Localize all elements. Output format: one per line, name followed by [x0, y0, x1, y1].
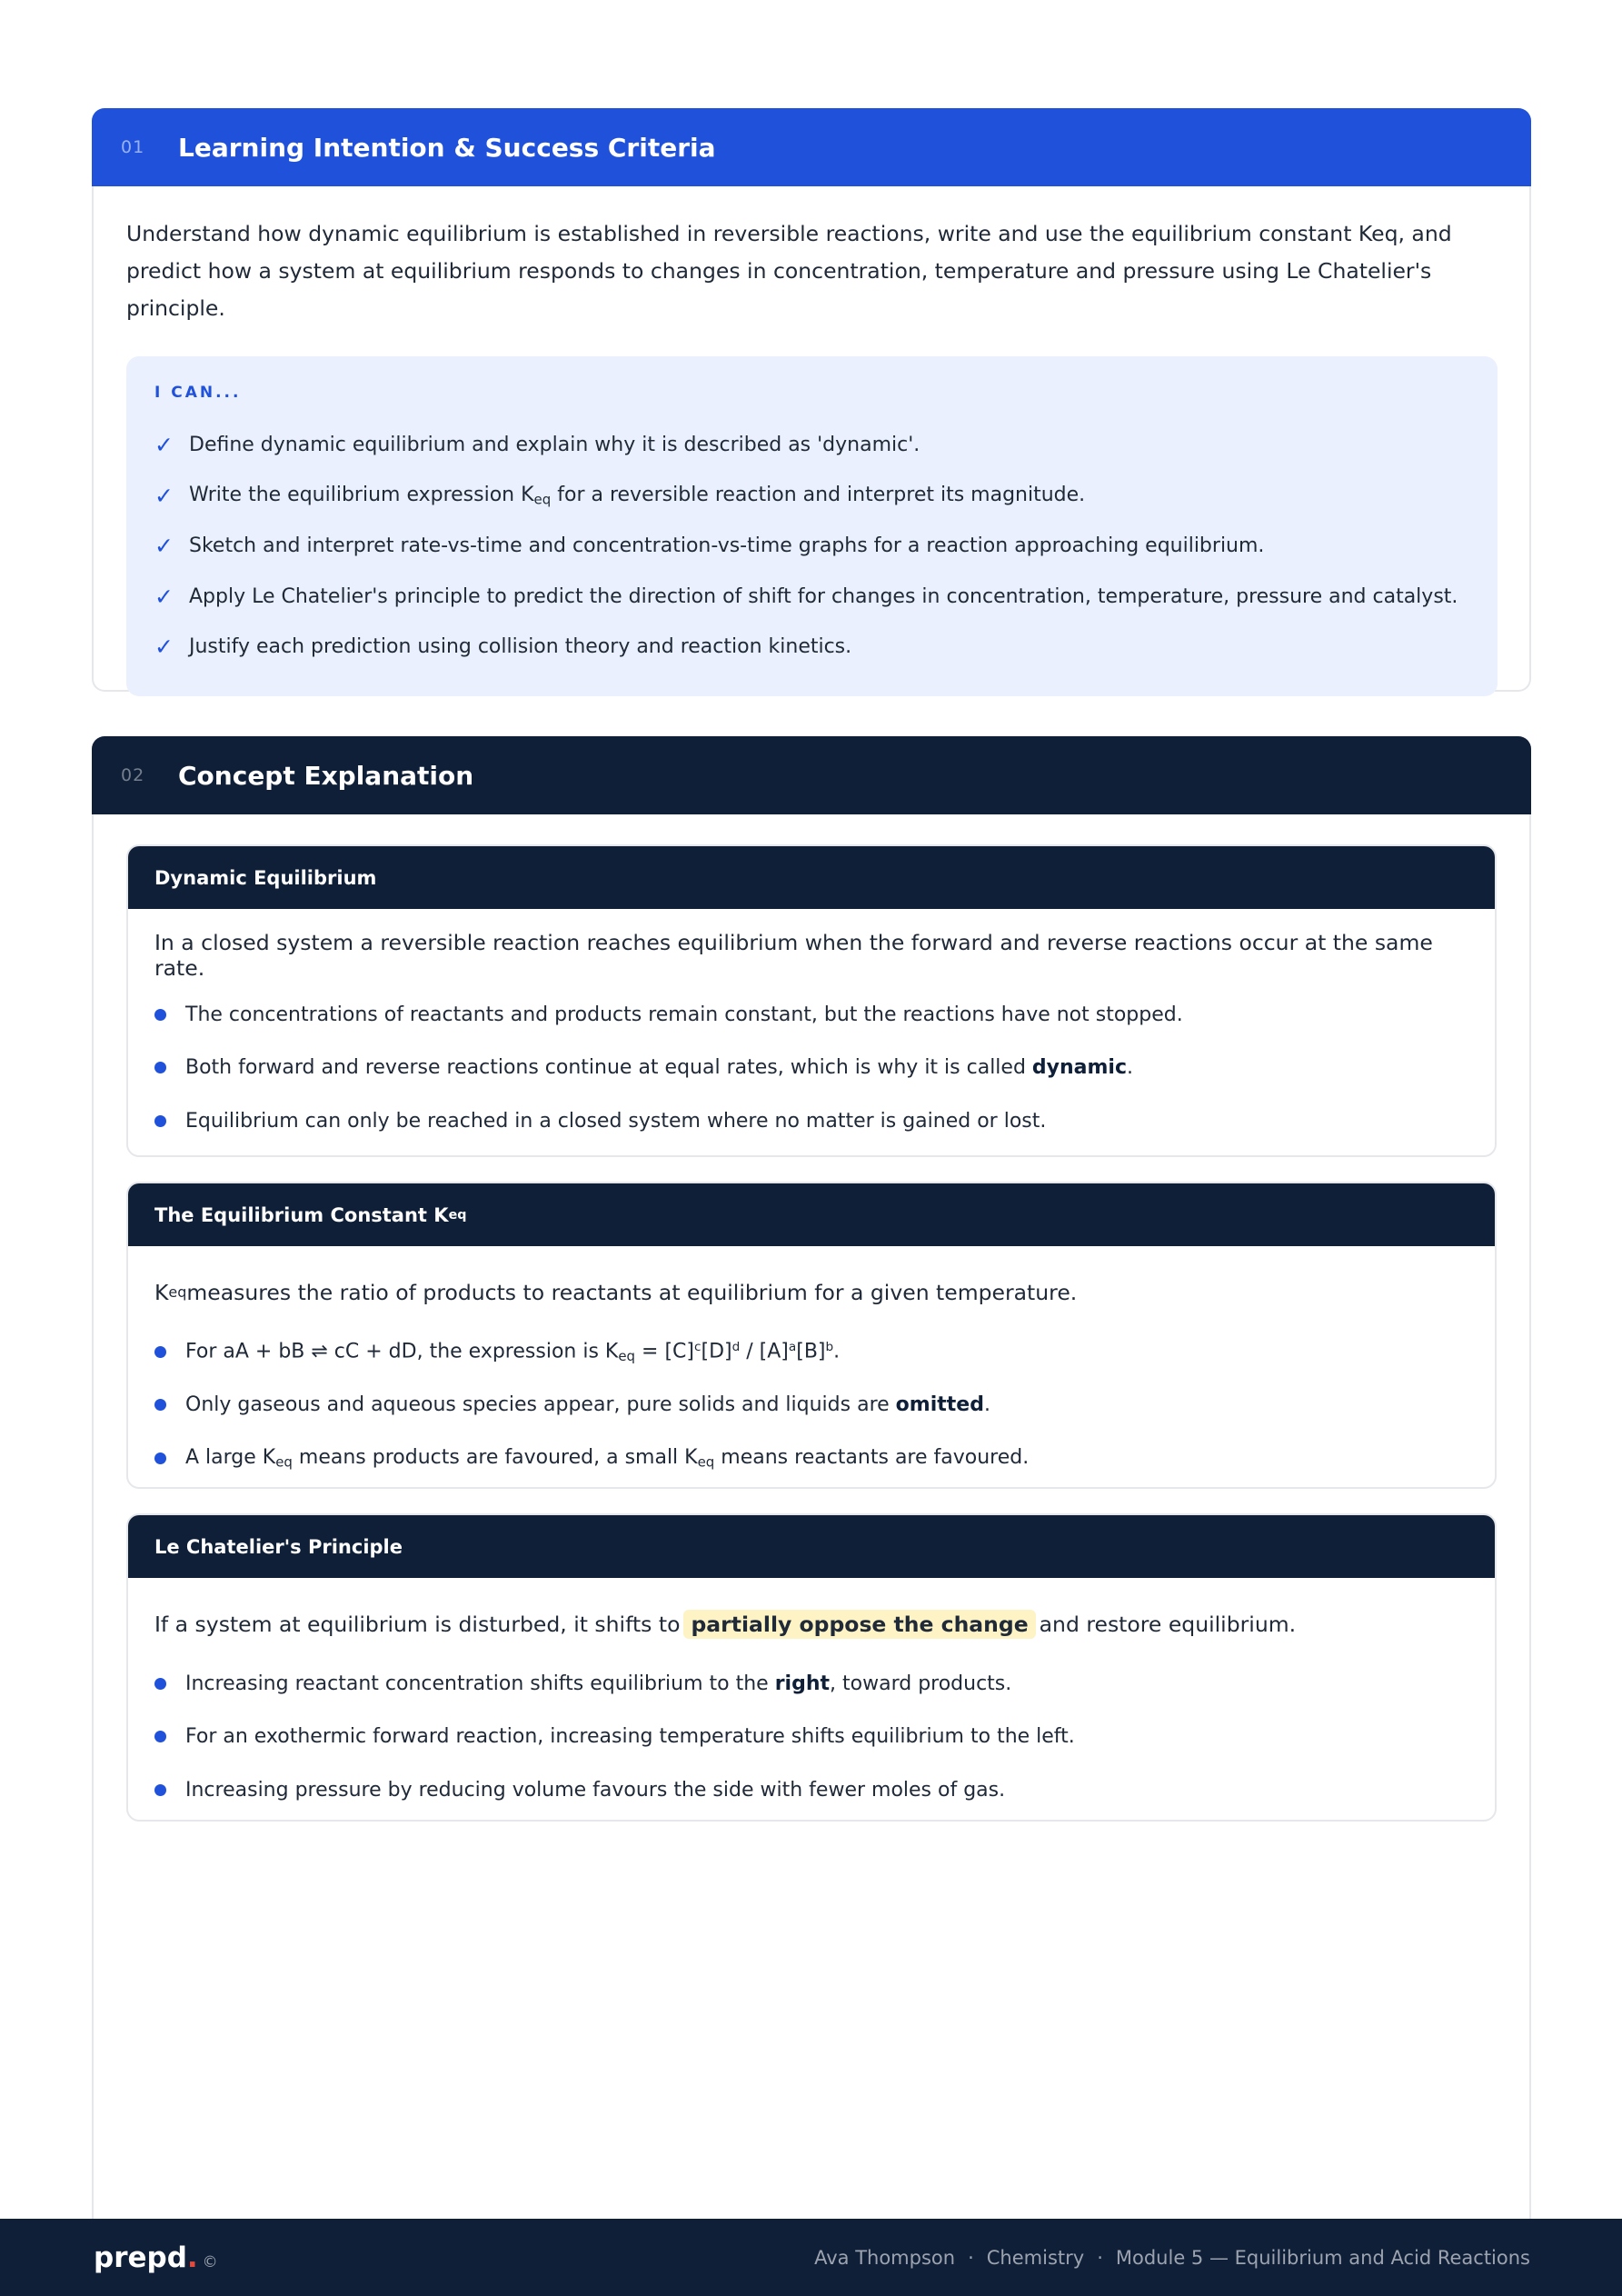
section-number: 02	[121, 765, 145, 785]
bullet-item: The concentrations of reactants and products remain constant, but the reactions have not stopped.	[154, 988, 1468, 1042]
equilibrium-constant-card	[126, 1182, 1497, 1489]
section-title: Learning Intention & Success Criteria	[178, 132, 716, 163]
subject-name: Chemistry	[986, 2246, 1085, 2269]
bullet-list	[154, 988, 1468, 1148]
checkmark-icon: ✓	[154, 634, 174, 661]
card-title: Le Chatelier's Principle	[128, 1515, 1495, 1578]
dynamic-equilibrium-card	[126, 844, 1497, 1157]
bullet-dot-icon	[154, 1731, 166, 1742]
bullet-dot-icon	[154, 1784, 166, 1796]
bullet-dot-icon	[154, 1452, 166, 1464]
brand-logo: prepd . ©	[94, 2241, 218, 2274]
criteria-item	[154, 471, 1469, 522]
bullet-item: Both forward and reverse reactions continue at equal rates, which is why it is called dynamic.	[154, 1042, 1468, 1095]
bullet-item: A large $K_{eq}$ means products are favoured, a small $K_{eq}$ means reactants are favoured.	[154, 1432, 1468, 1485]
bullet-item: For an exothermic forward reaction, increasing temperature shifts equilibrium to the left.	[154, 1711, 1468, 1764]
checkmark-icon: ✓	[154, 432, 174, 459]
bullet-item: Increasing pressure by reducing volume favours the side with fewer moles of gas.	[154, 1763, 1468, 1817]
concept-explanation-section	[92, 736, 1531, 2237]
page-footer	[0, 2219, 1622, 2296]
criteria-item	[154, 521, 1469, 572]
section-number: 01	[121, 137, 145, 157]
criteria-text: Define dynamic equilibrium and explain why it is described as 'dynamic'.	[189, 434, 920, 457]
bullet-dot-icon	[154, 1062, 166, 1073]
bullet-dot-icon	[154, 1115, 166, 1127]
footer-meta	[814, 2247, 1530, 2269]
criteria-text: Write the equilibrium expression $K_{eq}$ for a reversible reaction and interpret its magnitude.	[189, 483, 1086, 508]
bullet-dot-icon	[154, 1346, 166, 1358]
criteria-item	[154, 420, 1469, 471]
section-title: Concept Explanation	[178, 760, 474, 791]
le-chatelier-card	[126, 1513, 1497, 1822]
success-criteria-heading: I CAN...	[154, 384, 242, 402]
criteria-item	[154, 572, 1469, 623]
checkmark-icon: ✓	[154, 482, 174, 509]
bullet-dot-icon	[154, 1009, 166, 1021]
separator: ·	[968, 2246, 974, 2269]
criteria-text: Sketch and interpret rate-vs-time and concentration-vs-time graphs for a reaction approaching equilibrium.	[189, 534, 1265, 558]
bullet-list	[154, 1657, 1468, 1817]
bullet-item: Increasing reactant concentration shifts equilibrium to the right, toward products.	[154, 1657, 1468, 1711]
equilibrium-arrow-icon: ⇌	[311, 1340, 328, 1363]
success-criteria-box	[126, 356, 1498, 696]
highlighted-phrase: partially oppose the change	[683, 1610, 1035, 1639]
section-header	[92, 108, 1531, 186]
bullet-dot-icon	[154, 1399, 166, 1411]
card-title: Dynamic Equilibrium	[128, 846, 1495, 909]
module-name: Module 5 — Equilibrium and Acid Reactions	[1115, 2246, 1530, 2269]
bullet-list	[154, 1325, 1468, 1485]
criteria-text: Apply Le Chatelier's principle to predict the direction of shift for changes in concentration, temperature, pressure and catalyst.	[189, 584, 1458, 608]
section-body	[92, 814, 1531, 2237]
checkmark-icon: ✓	[154, 583, 174, 610]
criteria-text: Justify each prediction using collision theory and reaction kinetics.	[189, 635, 852, 659]
card-lead: If a system at equilibrium is disturbed, it shifts to partially oppose the change and restore equilibrium.	[154, 1611, 1297, 1637]
bullet-item: Only gaseous and aqueous species appear, pure solids and liquids are omitted.	[154, 1379, 1468, 1433]
checkmark-icon: ✓	[154, 533, 174, 560]
success-criteria-list	[154, 420, 1469, 673]
card-title: The Equilibrium Constant K eq	[128, 1183, 1495, 1246]
separator: ·	[1097, 2246, 1103, 2269]
author-name: Ava Thompson	[814, 2246, 956, 2269]
card-lead: K eq measures the ratio of products to reactants at equilibrium for a given temperature.	[154, 1279, 1078, 1305]
bullet-item: For aA + bB ⇌ cC + dD, the expression is $K_{eq} = [C]^c[D]^d / [A]^a[B]^b$.	[154, 1325, 1468, 1379]
card-lead: In a closed system a reversible reaction reaches equilibrium when the forward and reverse reactions occur at the same rate.	[154, 929, 1433, 981]
bullet-item: Equilibrium can only be reached in a closed system where no matter is gained or lost.	[154, 1094, 1468, 1148]
learning-intention-text: Understand how dynamic equilibrium is established in reversible reactions, write and use the equilibrium constant Keq, and predict how a system at equilibrium responds to changes in concentration, temperature and pressure using Le Chatelier's principle.	[126, 221, 1452, 321]
learning-intention-section	[92, 108, 1531, 692]
bullet-dot-icon	[154, 1678, 166, 1690]
section-body	[92, 186, 1531, 692]
criteria-item	[154, 622, 1469, 673]
section-header	[92, 736, 1531, 814]
